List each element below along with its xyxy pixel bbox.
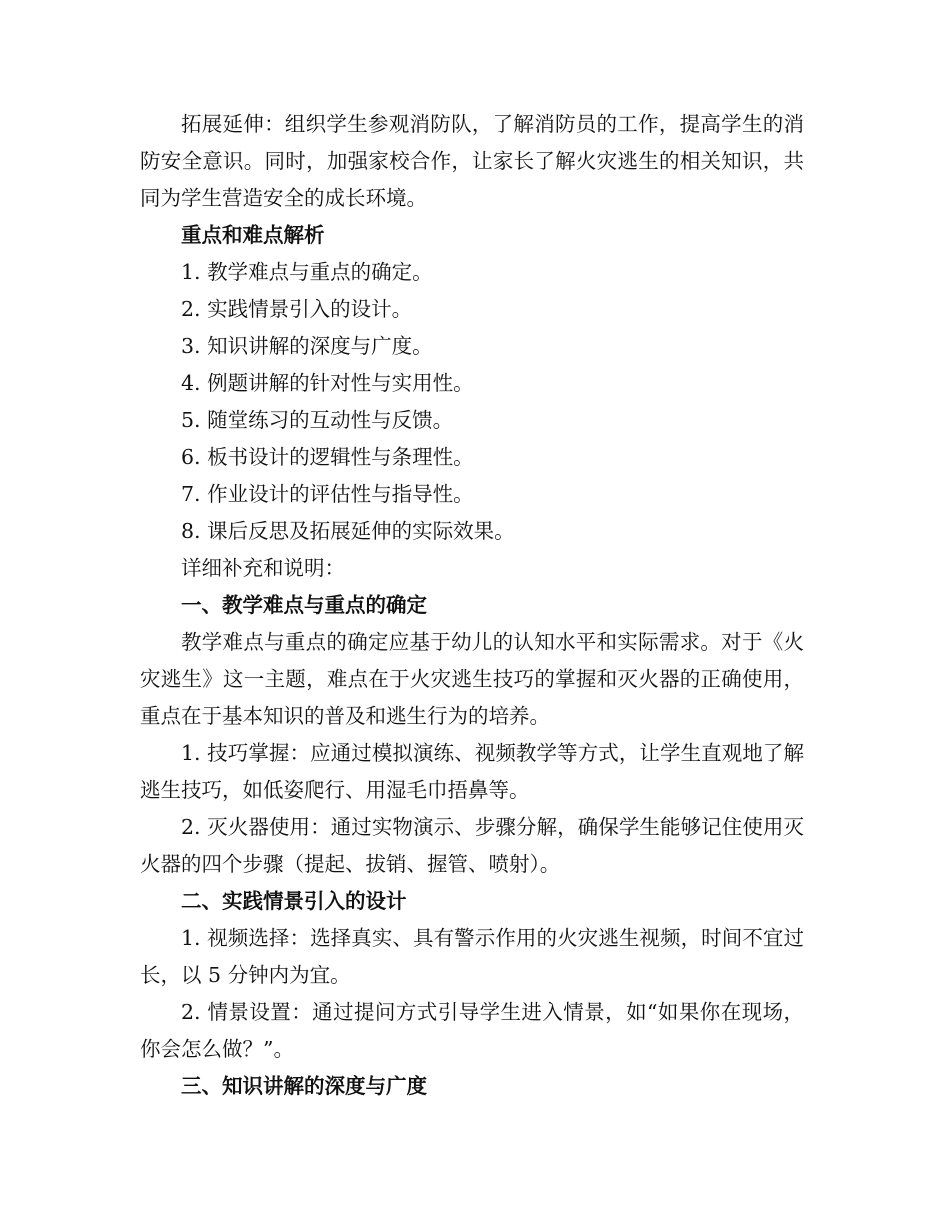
heading-section-2: 二、实践情景引入的设计 xyxy=(181,889,407,913)
heading-section-3: 三、知识讲解的深度与广度 xyxy=(181,1074,427,1098)
paragraph-detail-intro: 详细补充和说明： xyxy=(181,556,345,580)
list-item: 5. 随堂练习的互动性与反馈。 xyxy=(181,408,454,432)
list-item: 3. 知识讲解的深度与广度。 xyxy=(181,334,433,358)
list-item: 6. 板书设计的逻辑性与条理性。 xyxy=(181,445,474,469)
paragraph-video-selection: 1. 视频选择：选择真实、具有警示作用的火灾逃生视频，时间不宜过长，以 5 分钟内为宜。 xyxy=(140,926,804,987)
paragraph-skill-mastery: 1. 技巧掌握：应通过模拟演练、视频教学等方式，让学生直观地了解逃生技巧，如低姿爬行、用湿毛巾捂鼻等。 xyxy=(140,741,804,802)
paragraph-scenario-setup: 2. 情景设置：通过提问方式引导学生进入情景，如“如果你在现场，你会怎么做？”。 xyxy=(140,1000,804,1061)
paragraph-extension: 拓展延伸：组织学生参观消防队，了解消防员的工作，提高学生的消防安全意识。同时，加强家校合作，让家长了解火灾逃生的相关知识，共同为学生营造安全的成长环境。 xyxy=(140,112,804,210)
paragraph-section-1-body: 教学难点与重点的确定应基于幼儿的认知水平和实际需求。对于《火灾逃生》这一主题，难点在于火灾逃生技巧的掌握和灭火器的正确使用，重点在于基本知识的普及和逃生行为的培养。 xyxy=(140,630,804,728)
list-item: 4. 例题讲解的针对性与实用性。 xyxy=(181,371,474,395)
paragraph-extinguisher-use: 2. 灭火器使用：通过实物演示、步骤分解，确保学生能够记住使用灭火器的四个步骤（提起、拔销、握管、喷射）。 xyxy=(140,815,804,876)
heading-section-1: 一、教学难点与重点的确定 xyxy=(181,593,427,617)
document-body xyxy=(140,106,804,1105)
list-item: 2. 实践情景引入的设计。 xyxy=(181,297,413,321)
list-item: 7. 作业设计的评估性与指导性。 xyxy=(181,482,474,506)
list-item: 8. 课后反思及拓展延伸的实际效果。 xyxy=(181,519,515,543)
list-item: 1. 教学难点与重点的确定。 xyxy=(181,260,433,284)
heading-key-points: 重点和难点解析 xyxy=(181,223,325,247)
